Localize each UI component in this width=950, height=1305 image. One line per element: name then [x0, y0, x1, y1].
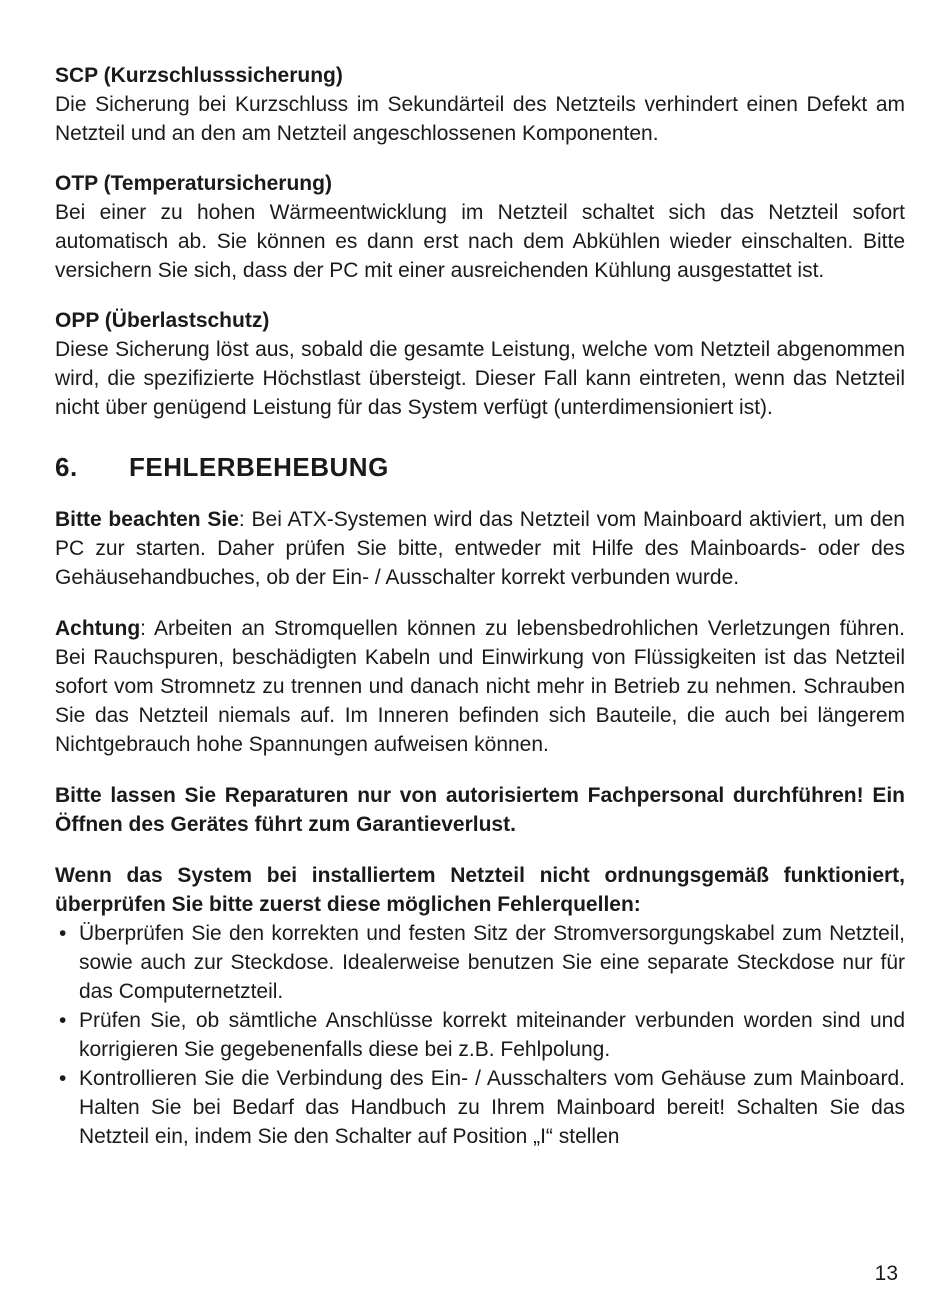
- repair-notice: [55, 781, 905, 839]
- opp-section: [55, 307, 905, 422]
- page-number: 13: [874, 1262, 898, 1285]
- warning-text: : Arbeiten an Stromquellen können zu lebensbedrohlichen Verletzungen führen. Bei Rauchspuren, beschädigten Kabeln und Einwirkung von Flüssigkeiten ist das Netzteil sofort vom Stromnetz zu trennen und danach nicht mehr in Betrieb zu nehmen. Schrauben Sie das Netzteil niemals auf. Im Inneren befinden sich Bauteile, die auch bei längerem Nichtgebrauch hohe Spannungen aufweisen können.: [55, 617, 905, 756]
- otp-text: Bei einer zu hohen Wärmeentwicklung im Netzteil schaltet sich das Netzteil sofort automatisch ab. Sie können es dann erst nach dem Abkühlen wieder einschalten. Bitte versichern Sie sich, dass der PC mit einer ausreichenden Kühlung ausgestattet ist.: [55, 201, 905, 282]
- chapter-title: FEHLERBEHEBUNG: [129, 452, 389, 482]
- note-text: : Bei ATX-Systemen wird das Netzteil vom Mainboard aktiviert, um den PC zur starten. Daher prüfen Sie bitte, entweder mit Hilfe des Mainboards- oder des Gehäusehandbuches, ob der Ein- / Ausschalter korrekt verbunden wurde.: [55, 508, 905, 589]
- scp-title: SCP (Kurzschlusssicherung): [55, 64, 343, 87]
- scp-text: Die Sicherung bei Kurzschluss im Sekundärteil des Netzteils verhindert einen Defekt am Netzteil und an den am Netzteil angeschlossenen Komponenten.: [55, 93, 905, 145]
- list-item: • Überprüfen Sie den korrekten und festen Sitz der Stromversorgungskabel zum Netzteil, sowie auch zur Steckdose. Idealerweise benutzen Sie eine separate Steckdose nur für das Computernetzteil.: [55, 919, 905, 1006]
- bullet-icon: •: [59, 1009, 67, 1032]
- list-item: • Kontrollieren Sie die Verbindung des Ein- / Ausschalters vom Gehäuse zum Mainboard. Halten Sie bei Bedarf das Handbuch zu Ihrem Mainboard bereit! Schalten Sie das Netzteil ein, indem Sie den Schalter auf Position „I“ stellen: [55, 1064, 905, 1151]
- otp-section: [55, 170, 905, 285]
- note-label: Bitte beachten Sie: [55, 508, 239, 531]
- scp-section: [55, 62, 905, 148]
- document-page: [55, 62, 905, 1151]
- warning-paragraph: [55, 614, 905, 759]
- opp-text: Diese Sicherung löst aus, sobald die gesamte Leistung, welche vom Netzteil abgenommen wird, die spezifizierte Höchstlast übersteigt. Dieser Fall kann eintreten, wenn das Netzteil nicht über genügend Leistung für das System verfügt (unterdimensioniert ist).: [55, 338, 905, 419]
- note-paragraph: [55, 505, 905, 592]
- bullet-icon: •: [59, 1067, 67, 1090]
- repair-notice-text: Bitte lassen Sie Reparaturen nur von autorisiertem Fachpersonal durchführen! Ein Öffnen des Gerätes führt zum Garantieverlust.: [55, 784, 905, 836]
- list-item: • Prüfen Sie, ob sämtliche Anschlüsse korrekt miteinander verbunden worden sind und korrigieren Sie gegebenenfalls diese bei z.B. Fehlpolung.: [55, 1006, 905, 1064]
- bullet-icon: •: [59, 922, 67, 945]
- troubleshoot-intro: Wenn das System bei installiertem Netzteil nicht ordnungsgemäß funktioniert, überprüfen Sie bitte zuerst diese möglichen Fehlerquellen:: [55, 864, 905, 916]
- otp-title: OTP (Temperatursicherung): [55, 172, 332, 195]
- warning-label: Achtung: [55, 617, 141, 640]
- troubleshoot-section: [55, 861, 905, 1151]
- opp-title: OPP (Überlastschutz): [55, 309, 270, 332]
- chapter-number: 6.: [55, 452, 78, 482]
- troubleshoot-list: [55, 919, 905, 1151]
- chapter-heading: [55, 452, 905, 483]
